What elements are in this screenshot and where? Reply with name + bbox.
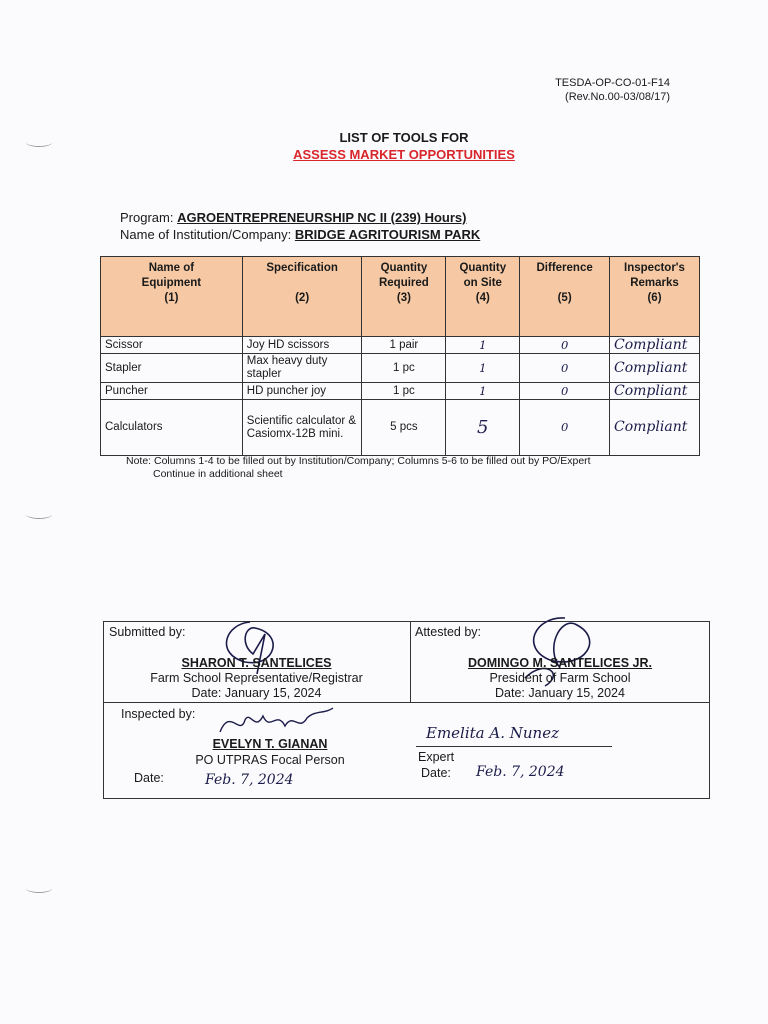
header-cell: Quantity on Site (4) <box>446 257 520 337</box>
signature-mark <box>215 702 335 742</box>
equipment-cell: Puncher <box>101 383 243 400</box>
title-line-1: LIST OF TOOLS FOR <box>339 130 469 145</box>
revision-number: (Rev.No.00-03/08/17) <box>565 91 670 103</box>
difference-cell: 0 <box>520 354 610 383</box>
header-cell: Inspector's Remarks (6) <box>610 257 700 337</box>
qty-required-cell: 5 pcs <box>362 400 446 456</box>
equipment-cell: Scissor <box>101 337 243 354</box>
binder-hole-mark <box>26 510 52 519</box>
difference-cell: 0 <box>520 383 610 400</box>
table-header-row <box>101 257 700 337</box>
institution-label: Name of Institution/Company: <box>120 227 295 242</box>
table-row <box>101 400 700 456</box>
inspector-role: PO UTPRAS Focal Person <box>195 753 345 767</box>
program-label: Program: <box>120 210 178 225</box>
expert-date-value: Feb. 7, 2024 <box>476 764 565 780</box>
note-line-2: Continue in additional sheet <box>153 468 283 480</box>
inspected-date-value: Feb. 7, 2024 <box>205 772 294 788</box>
equipment-cell: Calculators <box>101 400 243 456</box>
qty-required-cell: 1 pair <box>362 337 446 354</box>
qty-site-cell: 1 <box>446 383 520 400</box>
difference-cell: 0 <box>520 337 610 354</box>
form-code: TESDA-OP-CO-01-F14 <box>555 77 670 89</box>
binder-hole-mark <box>26 884 52 893</box>
spec-cell: Scientific calculator & Casiomx-12B mini. <box>242 400 362 456</box>
expert-date-label: Date: <box>421 766 451 780</box>
qty-required-cell: 1 pc <box>362 354 446 383</box>
inspected-by-label: Inspected by: <box>121 707 196 721</box>
table-row <box>101 354 700 383</box>
attester-name: DOMINGO M. SANTELICES JR. <box>467 656 653 670</box>
submitter-name: SHARON T. SANTELICES <box>181 656 332 670</box>
header-cell: Specification (2) <box>242 257 362 337</box>
header-cell: Name of Equipment (1) <box>101 257 243 337</box>
title-line-2: ASSESS MARKET OPPORTUNITIES <box>293 147 515 162</box>
table-row <box>101 383 700 400</box>
institution-value: BRIDGE AGRITOURISM PARK <box>294 227 481 242</box>
institution-line <box>120 227 480 242</box>
expert-role: Expert <box>418 750 455 764</box>
document-title <box>0 130 768 162</box>
remarks-cell: Compliant <box>610 383 700 400</box>
submitted-date: Date: January 15, 2024 <box>191 686 322 700</box>
submitted-by-label: Submitted by: <box>109 625 186 639</box>
signature-divider <box>103 702 710 703</box>
expert-signature-line <box>416 746 612 747</box>
tools-table <box>100 256 700 456</box>
expert-signature-name: Emelita A. Nunez <box>426 724 559 742</box>
qty-required-cell: 1 pc <box>362 383 446 400</box>
attested-by-label: Attested by: <box>415 625 482 639</box>
remarks-cell: Compliant <box>610 400 700 456</box>
inspected-date-label: Date: <box>134 771 164 785</box>
attested-date: Date: January 15, 2024 <box>495 686 625 700</box>
submitter-role: Farm School Representative/Registrar <box>150 671 363 685</box>
remarks-cell: Compliant <box>610 354 700 383</box>
spec-cell: Max heavy duty stapler <box>242 354 362 383</box>
spec-cell: Joy HD scissors <box>242 337 362 354</box>
program-line <box>120 210 467 225</box>
qty-site-cell: 1 <box>446 354 520 383</box>
note-line-1: Note: Columns 1-4 to be filled out by Institution/Company; Columns 5-6 to be filled out by PO/Expert <box>126 455 591 467</box>
attester-role: President of Farm School <box>489 671 631 685</box>
inspector-name: EVELYN T. GIANAN <box>212 737 328 751</box>
equipment-cell: Stapler <box>101 354 243 383</box>
remarks-cell: Compliant <box>610 337 700 354</box>
header-cell: Quantity Required (3) <box>362 257 446 337</box>
document-code <box>555 76 670 104</box>
qty-site-cell: 1 <box>446 337 520 354</box>
table-note <box>126 455 591 481</box>
spec-cell: HD puncher joy <box>242 383 362 400</box>
qty-site-cell: 5 <box>446 400 520 456</box>
header-cell: Difference (5) <box>520 257 610 337</box>
table-row <box>101 337 700 354</box>
difference-cell: 0 <box>520 400 610 456</box>
program-value: AGROENTREPRENEURSHIP NC II (239) Hours) <box>177 210 467 225</box>
